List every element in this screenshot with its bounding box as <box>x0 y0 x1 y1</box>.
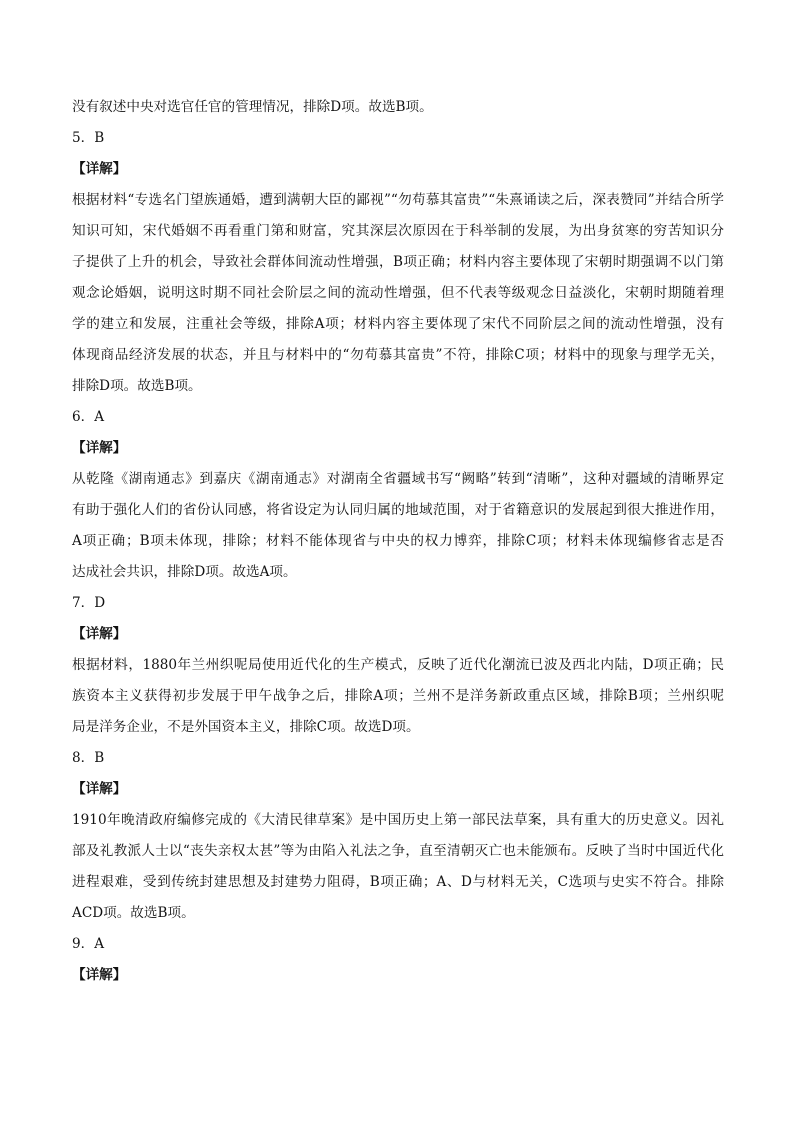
answer-line: 8．B <box>72 750 105 766</box>
paragraph-line: 观念论婚姻，说明这时期不同社会阶层之间的流动性增强，但不代表等级观念日益淡化，宋朝时期随着理 <box>72 285 724 301</box>
paragraph-line: 进程艰难，受到传统封建思想及封建势力阻碍，B项正确；A、D与材料无关，C选项与史实不符合。排除 <box>72 874 724 890</box>
paragraph-line: 学的建立和发展，注重社会等级，排除A项；材料内容主要体现了宋代不同阶层之间的流动性增强，没有 <box>72 316 724 332</box>
paragraph-line: 从乾隆《湖南通志》到嘉庆《湖南通志》对湖南全省疆域书写“阙略”转到“清晰”，这种对疆域的清晰界定 <box>72 471 724 487</box>
explanation-paragraph <box>72 811 724 923</box>
explanation-paragraph <box>72 656 724 737</box>
paragraph-line: A项正确；B项未体现，排除；材料不能体现省与中央的权力博弈，排除C项；材料未体现编修省志是否 <box>72 533 724 549</box>
document-page <box>72 98 724 997</box>
paragraph-line: 子提供了上升的机会，导致社会群体间流动性增强，B项正确；材料内容主要体现了宋朝时期强调不以门第 <box>72 254 724 270</box>
paragraph-line: 达成社会共识，排除D项。故选A项。 <box>72 564 297 580</box>
answer-line: 5．B <box>72 130 105 146</box>
paragraph-line: 1910年晚清政府编修完成的《大清民律草案》是中国历史上第一部民法草案，具有重大的历史意义。因礼 <box>72 812 724 828</box>
explanation-paragraph <box>72 470 724 582</box>
answer-line: 9．A <box>72 936 105 952</box>
paragraph-line: 排除D项。故选B项。 <box>72 378 202 394</box>
paragraph-line: 根据材料“专选名门望族通婚，遭到满朝大臣的鄙视”“勿苟慕其富贵”“朱熹诵读之后，深表赞同”并结合所学 <box>72 192 724 208</box>
explanation-label: 【详解】 <box>72 626 127 642</box>
paragraph-line: 体现商品经济发展的状态，并且与材料中的“勿苟慕其富贵”不符，排除C项；材料中的现象与理学无关， <box>72 347 724 363</box>
paragraph-line: 局是洋务企业，不是外国资本主义，排除C项。故选D项。 <box>72 719 420 735</box>
paragraph-line: ACD项。故选B项。 <box>72 905 195 921</box>
paragraph-line: 知识可知，宋代婚姻不再看重门第和财富，究其深层次原因在于科举制的发展，为出身贫寒的穷苦知识分 <box>72 223 724 239</box>
paragraph-line: 没有叙述中央对选官任官的管理情况，排除D项。故选B项。 <box>72 99 433 115</box>
explanation-paragraph <box>72 98 724 117</box>
paragraph-line: 族资本主义获得初步发展于甲午战争之后，排除A项；兰州不是洋务新政重点区域，排除B项；兰州织呢 <box>72 688 724 704</box>
explanation-label: 【详解】 <box>72 440 127 456</box>
paragraph-line: 部及礼教派人士以“丧失亲权太甚”等为由陷入礼法之争，直至清朝灭亡也未能颁布。反映了当时中国近代化 <box>72 843 724 859</box>
paragraph-line: 有助于强化人们的省份认同感，将省设定为认同归属的地域范围，对于省籍意识的发展起到很大推进作用， <box>72 502 724 518</box>
explanation-paragraph <box>72 191 724 396</box>
paragraph-line: 根据材料，1880年兰州织呢局使用近代化的生产模式，反映了近代化潮流已波及西北内陆，D项正确；民 <box>72 657 724 673</box>
answer-line: 6．A <box>72 409 105 425</box>
explanation-label: 【详解】 <box>72 781 127 797</box>
explanation-label: 【详解】 <box>72 967 127 983</box>
explanation-label: 【详解】 <box>72 161 127 177</box>
answer-line: 7．D <box>72 595 106 611</box>
